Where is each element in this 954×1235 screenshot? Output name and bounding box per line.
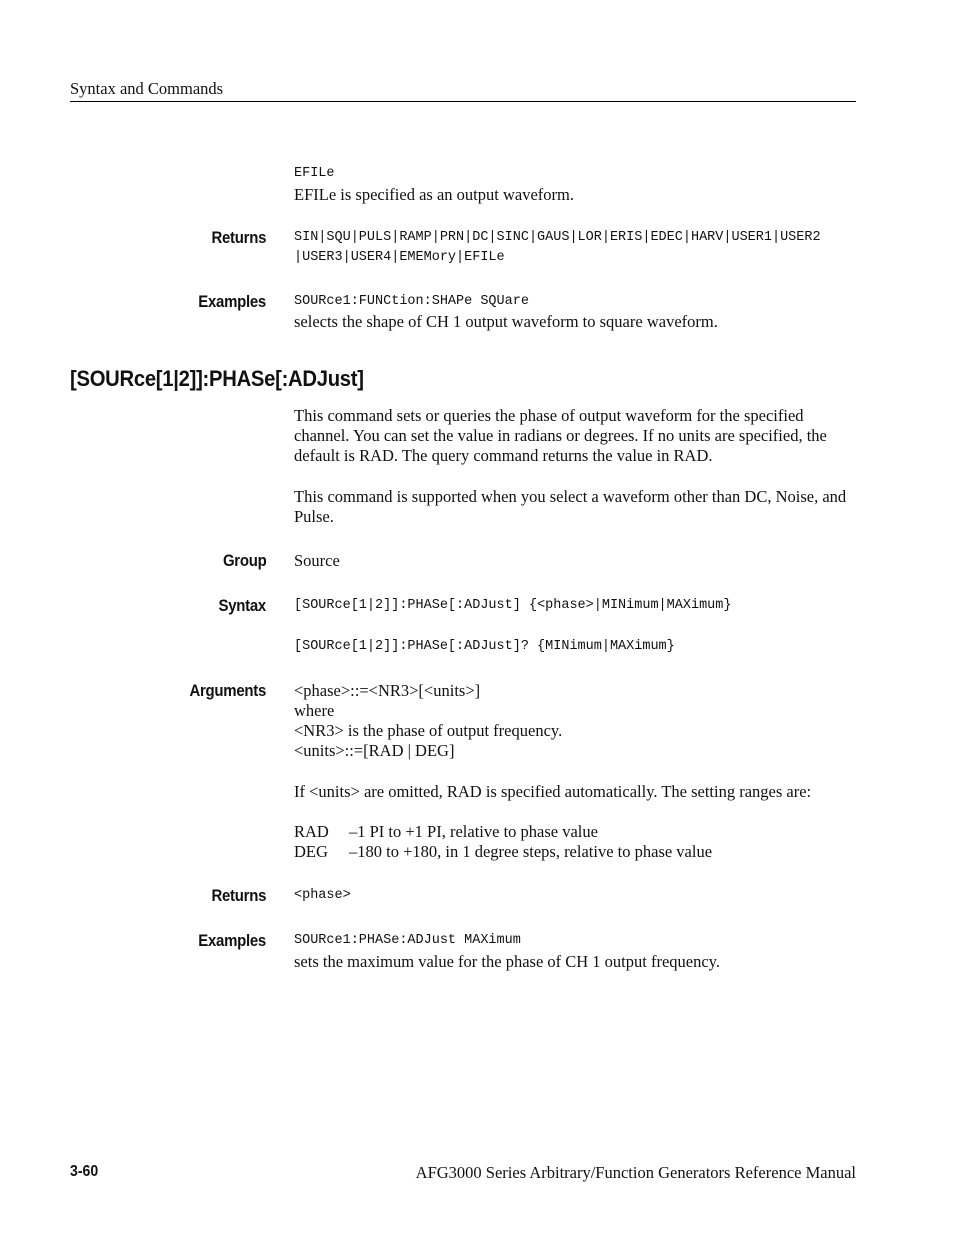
range-row-deg <box>294 842 859 862</box>
examples-label-prev: Examples <box>198 292 266 311</box>
range-value: –180 to +180, in 1 degree steps, relative to phase value <box>349 842 713 861</box>
running-header: Syntax and Commands <box>70 79 224 98</box>
argument-note: If <units> are omitted, RAD is specified automatically. The setting ranges are: <box>294 782 812 801</box>
support-line-1: This command is supported when you select a waveform other than DC, Noise, and <box>294 487 847 506</box>
efile-code: EFILe <box>294 166 335 181</box>
command-heading: [SOURce[1|2]]:PHASe[:ADJust] <box>70 366 364 391</box>
header-rule <box>70 101 856 102</box>
syntax-query-form: [SOURce[1|2]]:PHASe[:ADJust]? {MINimum|MAXimum} <box>294 639 675 654</box>
syntax-label: Syntax <box>218 596 266 615</box>
description-line-1: This command sets or queries the phase of output waveform for the specified <box>294 406 804 425</box>
group-label: Group <box>222 551 266 570</box>
argument-line-4: <units>::=[RAD | DEG] <box>294 741 455 760</box>
returns-values-line2: |USER3|USER4|EMEMory|EFILe <box>294 250 505 265</box>
description-line-2: channel. You can set the value in radians or degrees. If no units are specified, the <box>294 426 827 445</box>
support-line-2: Pulse. <box>294 507 334 526</box>
page-number: 3-60 <box>70 1163 99 1180</box>
argument-line-2: where <box>294 701 335 720</box>
range-row-rad <box>294 822 859 842</box>
manual-title: AFG3000 Series Arbitrary/Function Generators Reference Manual <box>415 1163 856 1182</box>
returns-label-prev: Returns <box>211 228 266 247</box>
syntax-set-form: [SOURce[1|2]]:PHASe[:ADJust] {<phase>|MINimum|MAXimum} <box>294 598 732 613</box>
example-description: sets the maximum value for the phase of CH 1 output frequency. <box>294 952 720 971</box>
example-code-prev: SOURce1:FUNCtion:SHAPe SQUare <box>294 294 529 309</box>
returns-label: Returns <box>211 886 266 905</box>
examples-label: Examples <box>198 931 266 950</box>
range-key: RAD <box>294 822 329 841</box>
argument-line-1: <phase>::=<NR3>[<units>] <box>294 681 481 700</box>
example-description-prev: selects the shape of CH 1 output waveform to square waveform. <box>294 312 718 331</box>
range-value: –1 PI to +1 PI, relative to phase value <box>349 822 598 841</box>
description-line-3: default is RAD. The query command returns the value in RAD. <box>294 446 713 465</box>
returns-value: <phase> <box>294 888 351 903</box>
range-key: DEG <box>294 842 328 861</box>
returns-values-line1: SIN|SQU|PULS|RAMP|PRN|DC|SINC|GAUS|LOR|ERIS|EDEC|HARV|USER1|USER2 <box>294 230 821 245</box>
efile-description: EFILe is specified as an output waveform. <box>294 185 574 204</box>
group-value: Source <box>294 551 340 570</box>
argument-line-3: <NR3> is the phase of output frequency. <box>294 721 563 740</box>
arguments-label: Arguments <box>189 681 266 700</box>
example-code: SOURce1:PHASe:ADJust MAXimum <box>294 933 521 948</box>
